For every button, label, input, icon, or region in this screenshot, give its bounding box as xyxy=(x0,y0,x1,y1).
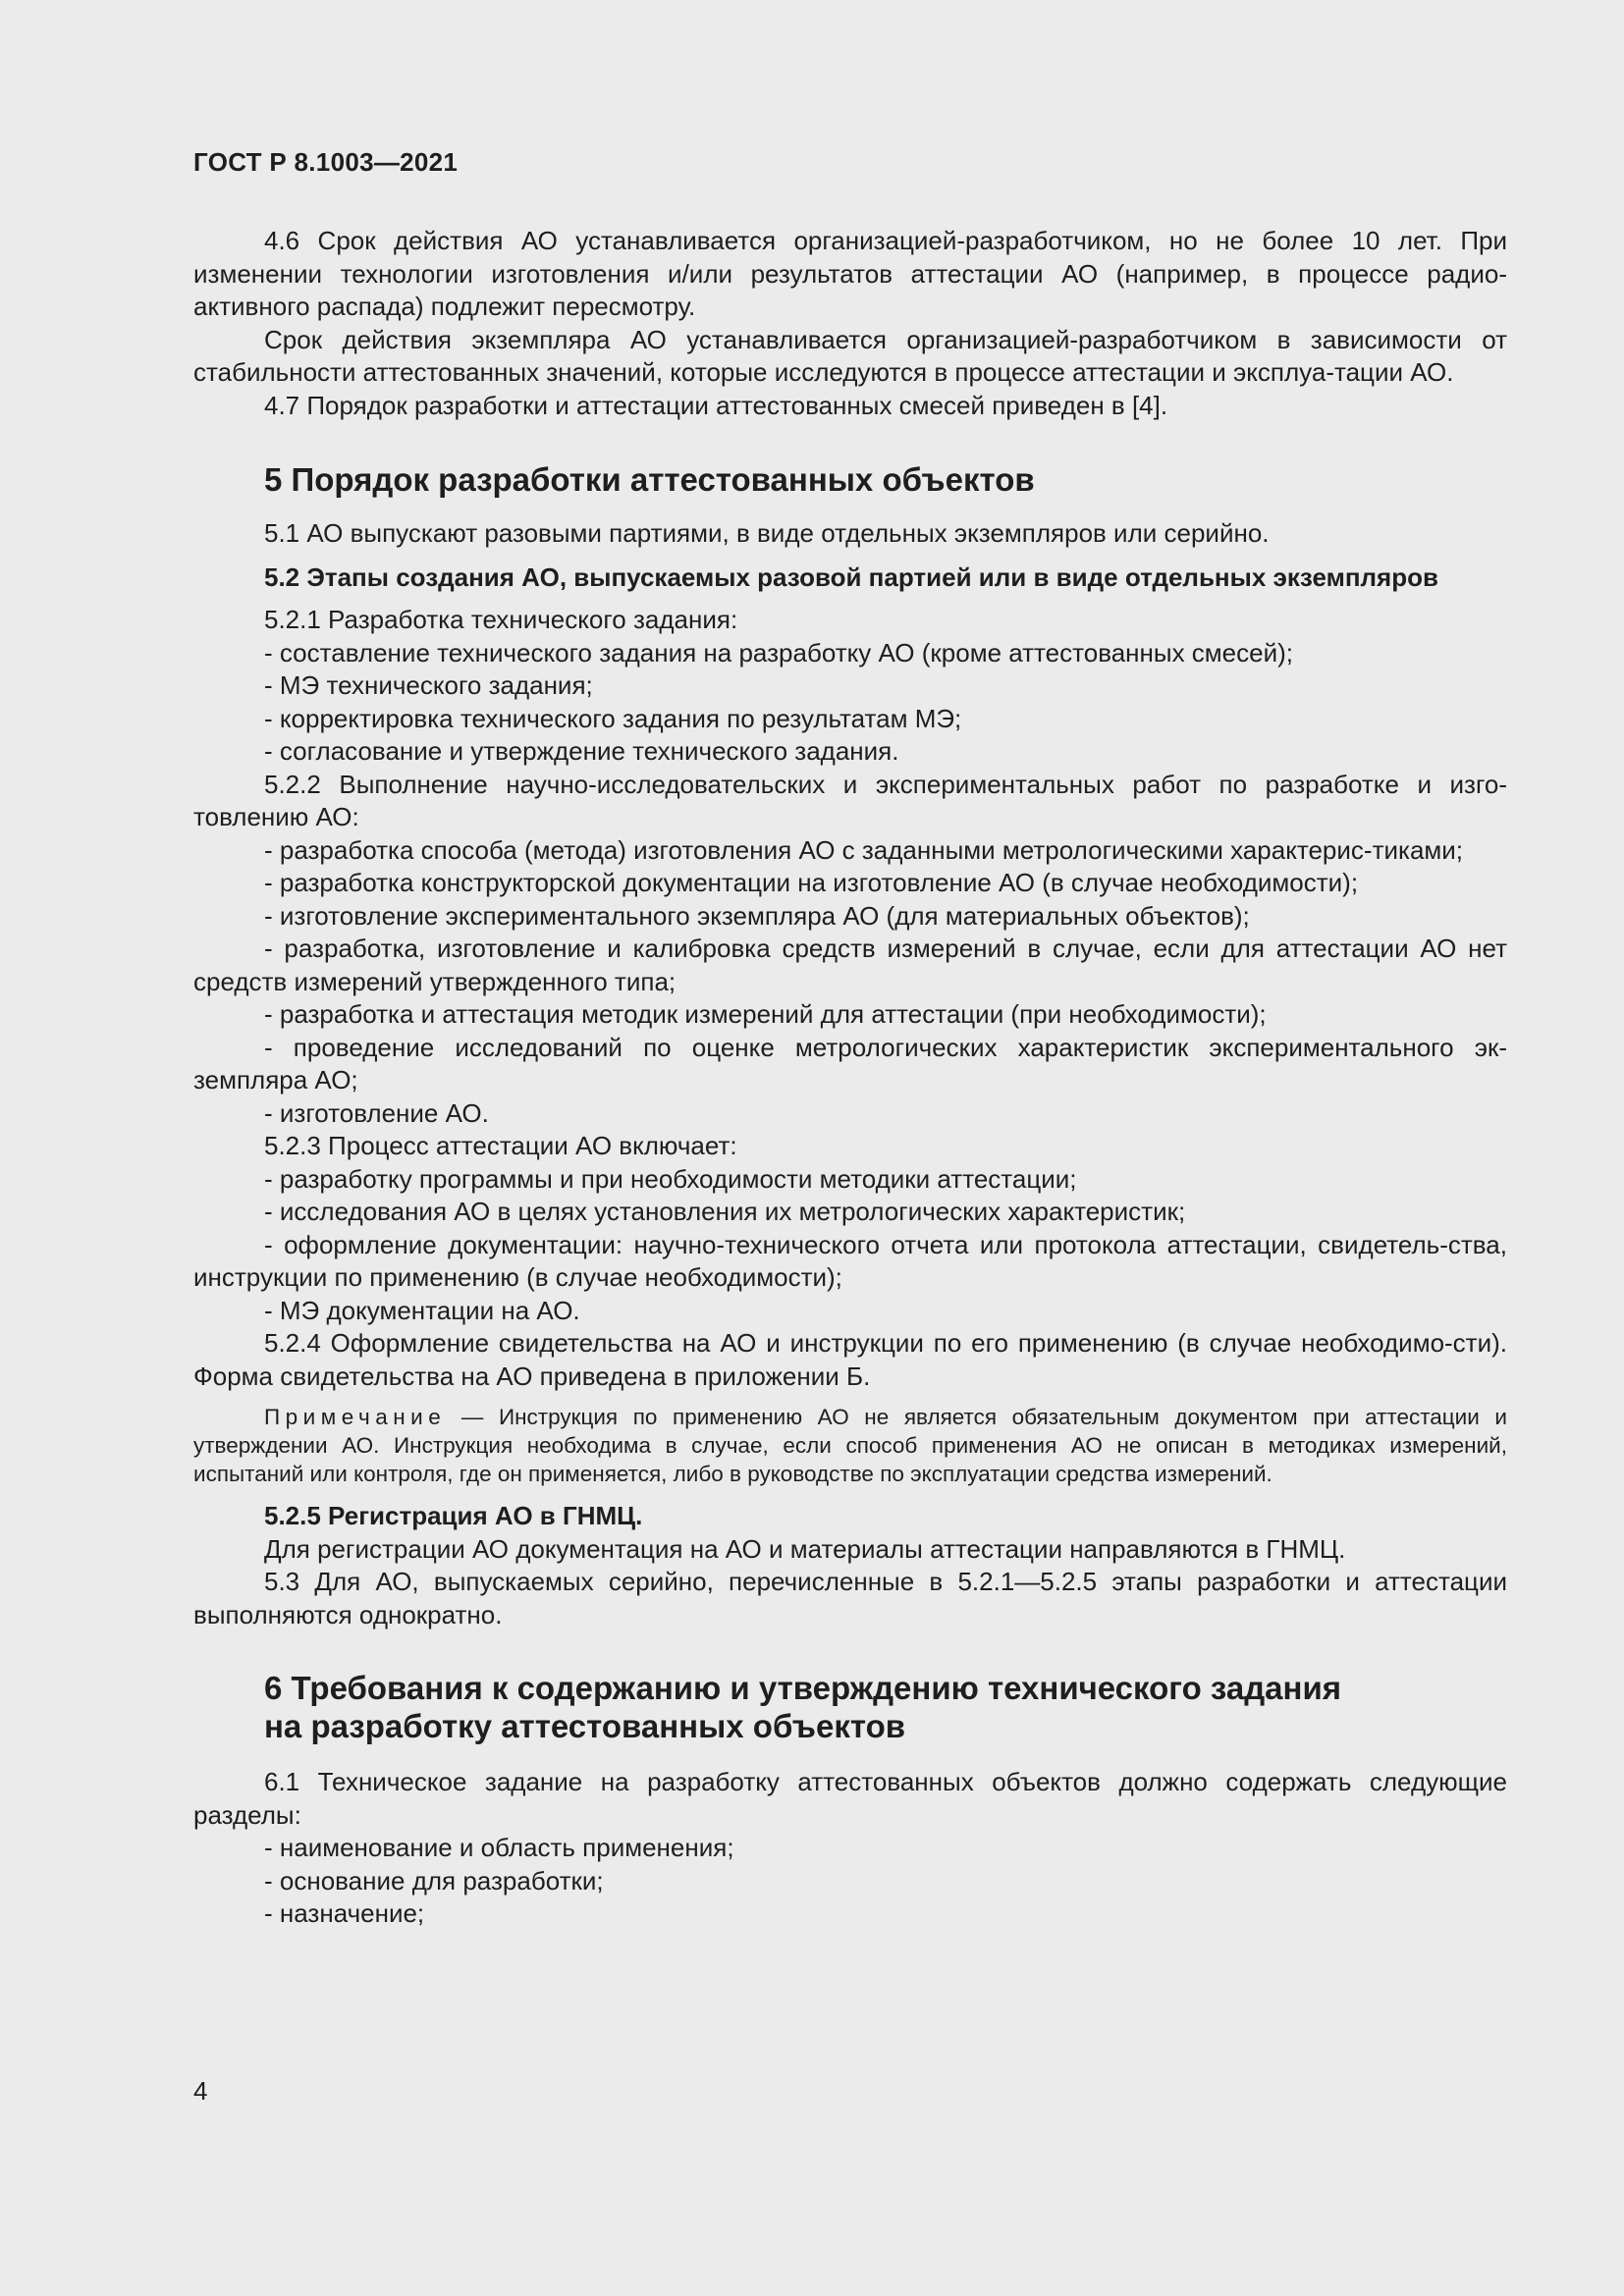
note-label: Примечание xyxy=(264,1405,447,1429)
list-item: - разработка конструкторской документации на изготовление АО (в случае необходимости); xyxy=(264,868,1359,897)
list-item: - корректировка технического задания по результатам МЭ; xyxy=(264,703,962,733)
paragraph-6-1: 6.1 Техническое задание на разработку аттестованных объектов должно содержать следующие разделы: xyxy=(193,1767,1507,1830)
section-6-heading-line2: на разработку аттестованных объектов xyxy=(264,1708,906,1744)
list-item: - разработка и аттестация методик измерений для аттестации (при необходимости); xyxy=(264,999,1267,1029)
list-item: - разработка способа (метода) изготовления АО с заданными метрологическими характерис-тиками; xyxy=(264,834,1464,865)
paragraph-5-2-2: 5.2.2 Выполнение научно-исследовательских и экспериментальных работ по разработке и изго-товлению АО: xyxy=(193,769,1507,831)
section-6-heading xyxy=(193,1669,1507,1745)
list-item: - МЭ документации на АО. xyxy=(264,1295,580,1325)
paragraph-5-3: 5.3 Для АО, выпускаемых серийно, перечисленные в 5.2.1—5.2.5 этапы разработки и аттестации выполняются однократно. xyxy=(193,1567,1507,1629)
section-6-heading-line1: 6 Требования к содержанию и утверждению технического задания xyxy=(264,1670,1342,1706)
note-text: — Инструкция по применению АО не является обязательным документом при аттестации и утверждении АО. Инструкция необходима в случае, если способ применения АО не описан в методиках измерений, испытаний или контроля, где он применяется, либо в руководстве по эксплуатации средства измерений. xyxy=(193,1405,1507,1486)
list-item: - оформление документации: научно-технического отчета или протокола аттестации, свидетель-ства, инструкции по применению (в случае необходимости); xyxy=(193,1229,1507,1292)
list-item: - составление технического задания на разработку АО (кроме аттестованных смесей); xyxy=(264,637,1294,667)
paragraph-4-7: 4.7 Порядок разработки и аттестации аттестованных смесей приведен в [4]. xyxy=(264,390,1168,420)
list-item: - изготовление АО. xyxy=(264,1097,489,1128)
section-5-heading: 5 Порядок разработки аттестованных объектов xyxy=(264,461,1035,498)
subsection-5-2-5-heading: 5.2.5 Регистрация АО в ГНМЦ. xyxy=(264,1501,643,1530)
list-item: - МЭ технического задания; xyxy=(264,670,593,700)
list-item: - назначение; xyxy=(264,1898,425,1928)
list-item: - изготовление экспериментального экземпляра АО (для материальных объектов); xyxy=(264,900,1250,931)
document-code-header: ГОСТ Р 8.1003—2021 xyxy=(193,147,459,177)
document-body xyxy=(193,225,1507,1931)
subsection-5-2-heading: 5.2 Этапы создания АО, выпускаемых разовой партией или в виде отдельных экземпляров xyxy=(264,561,1438,592)
list-item: - разработку программы и при необходимости методики аттестации; xyxy=(264,1163,1077,1194)
list-item: - согласование и утверждение технического задания. xyxy=(264,736,899,766)
note xyxy=(193,1403,1507,1488)
paragraph-5-2-3: 5.2.3 Процесс аттестации АО включает: xyxy=(264,1131,737,1160)
paragraph-5-2-4: 5.2.4 Оформление свидетельства на АО и инструкции по его применению (в случае необходимо-сти). Форма свидетельства на АО приведена в приложении Б. xyxy=(193,1328,1507,1391)
paragraph-5-1: 5.1 АО выпускают разовыми партиями, в виде отдельных экземпляров или серийно. xyxy=(264,518,1270,548)
paragraph-4-6: 4.6 Срок действия АО устанавливается организацией-разработчиком, но не более 10 лет. При изменении технологии изготовления и/или результатов аттестации АО (например, в процессе радио-активного распада) подлежит пересмотру. xyxy=(193,226,1507,321)
page-number: 4 xyxy=(193,2076,208,2106)
paragraph-5-2-5: Для регистрации АО документация на АО и материалы аттестации направляются в ГНМЦ. xyxy=(264,1533,1346,1564)
list-item: - разработка, изготовление и калибровка средств измерений в случае, если для аттестации АО нет средств измерений утвержденного типа; xyxy=(193,934,1507,996)
list-item: - исследования АО в целях установления их метрологических характеристик; xyxy=(264,1197,1186,1226)
list-item: - наименование и область применения; xyxy=(264,1833,734,1862)
paragraph-4-6-validity: Срок действия экземпляра АО устанавливается организацией-разработчиком в зависимости от стабильности аттестованных значений, которые исследуются в процессе аттестации и эксплуа-тации АО. xyxy=(193,324,1507,387)
list-item: - основание для разработки; xyxy=(264,1865,604,1896)
paragraph-5-2-1: 5.2.1 Разработка технического задания: xyxy=(264,605,738,634)
list-item: - проведение исследований по оценке метрологических характеристик экспериментального эк-земпляра АО; xyxy=(193,1032,1507,1095)
